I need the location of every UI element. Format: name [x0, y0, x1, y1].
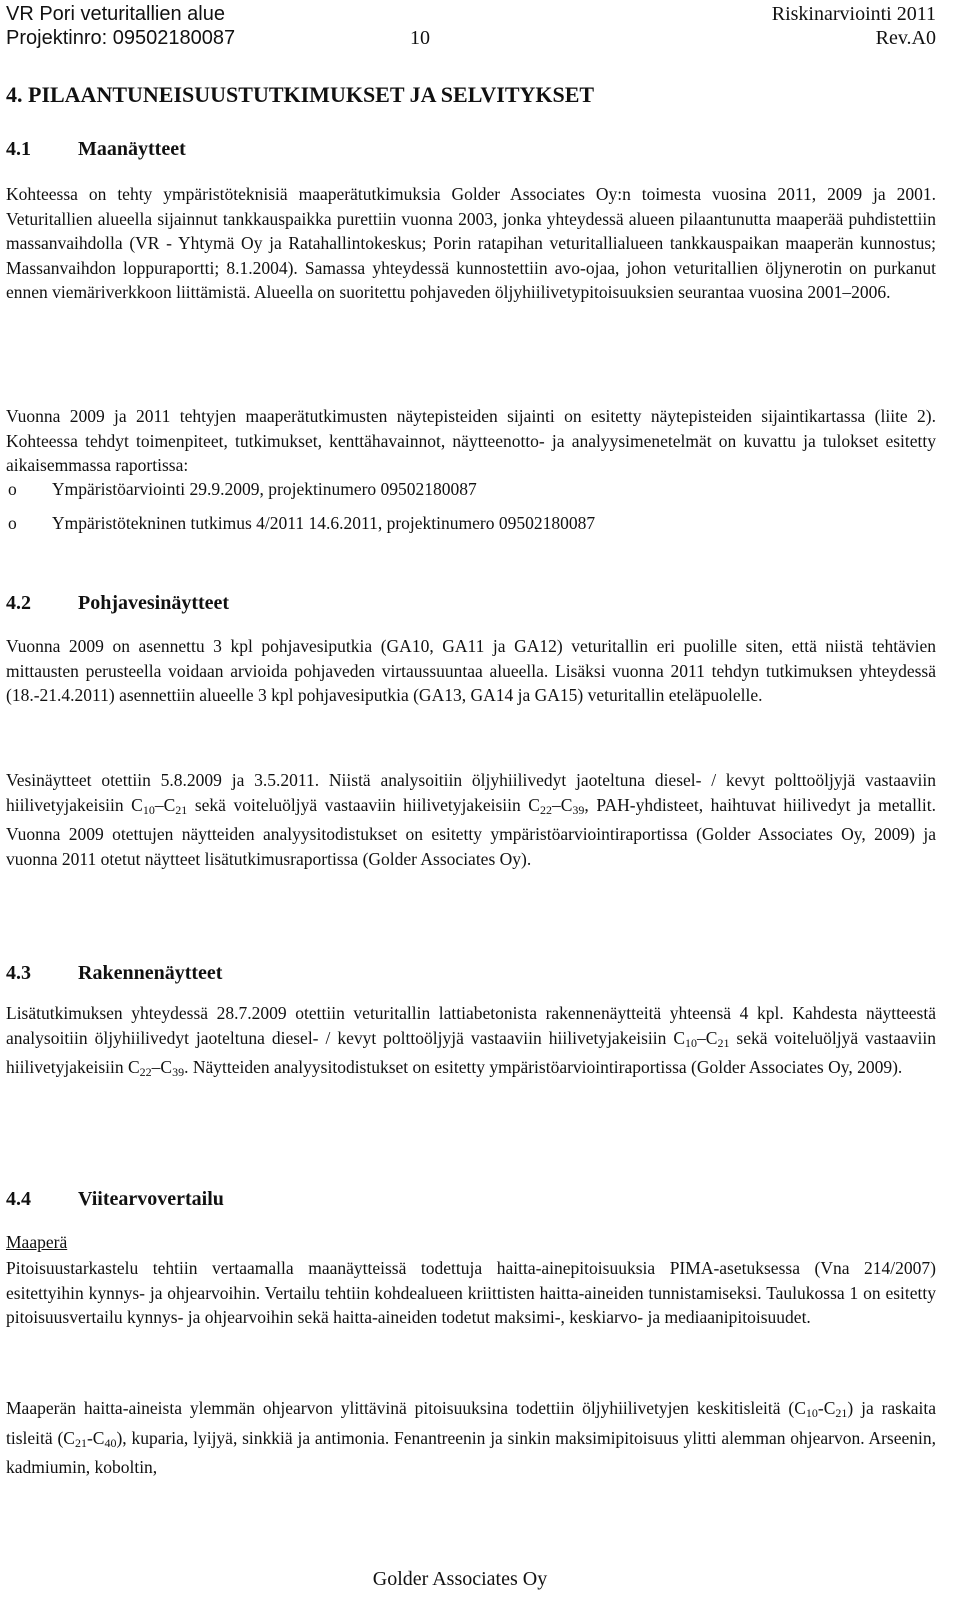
- subheading-maapera: Maaperä: [6, 1232, 68, 1252]
- list-item: [8, 477, 477, 502]
- section-4-3-heading: [6, 962, 222, 985]
- section-title: Viitearvovertailu: [78, 1188, 224, 1210]
- section-4-1-heading: [6, 138, 186, 161]
- section-number: 4.2: [6, 592, 31, 614]
- section-number: 4.3: [6, 962, 31, 984]
- paragraph: Lisätutkimuksen yhteydessä 28.7.2009 otettiin veturitallin lattiabetonista rakennenäytteitä yhteensä 4 kpl. Kahdesta näytteestä analysoitiin öljyhiilivedyt jaoteltuna diesel- / kevyt polttoöljyjä vastaaviin hiilivetyjakeisiin $C_{10}-C_{21}$ sekä voiteluöljyä vastaaviin hiilivetyjakeisiin $C_{22}-C_{39}$. Näytteiden analyysitodistukset on esitetty ympäristöarviointiraportissa (Golder Associates Oy, 2009).: [6, 1003, 937, 1079]
- paragraph: Maaperän haitta-aineista ylemmän ohjearvon ylittävinä pitoisuuksina todettiin öljyhiilivetyjen keskitisleitä $(C_{10}-C_{21})$ ja raskaita tisleitä $(C_{21}-C_{40})$, kuparia, lyijyä, sinkkiä ja antimonia. Fenantreenin ja sinkin maksimipitoisuus ylitti alemman ohjearvon. Arseenin, kadmiumin, koboltin,: [6, 1398, 936, 1477]
- paragraph: Vuonna 2009 on asennettu 3 kpl pohjavesiputkia (GA10, GA11 ja GA12) veturitallin eri puolille siten, että niistä tehtävien mittausten perusteella voidaan arvioida pohjaveden virtaussuuntaa alueella. Lisäksi vuonna 2011 tehdyn tutkimuksen yhteydessä (18.-21.4.2011) asennettiin alueelle 3 kpl pohjavesiputkia (GA13, GA14 ja GA15) veturitallin eteläpuolelle.: [6, 636, 936, 705]
- list-bullet: o: [8, 513, 17, 533]
- list-bullet: o: [8, 479, 17, 499]
- list-item: [8, 511, 595, 536]
- section-title: Maanäytteet: [78, 138, 186, 160]
- paragraph: Vuonna 2009 ja 2011 tehtyjen maaperätutkimusten näytepisteiden sijainti on esitetty näytepisteiden sijaintikartassa (liite 2). Kohteessa tehdyt toimenpiteet, tutkimukset, kenttähavainnot, näytteenotto- ja analyysimenetelmät on kuvattu ja tulokset esitetty aikaisemmassa raportissa:: [6, 406, 936, 475]
- section-title: Pohjavesinäytteet: [78, 592, 230, 614]
- section-title: Rakennenäytteet: [78, 962, 223, 984]
- header-page-number: 10: [410, 27, 430, 49]
- paragraph: Pitoisuustarkastelu tehtiin vertaamalla maanäytteissä todettuja haitta-ainepitoisuuksia PIMA-asetuksessa (Vna 214/2007) esitettyihin kynnys- ja ohjearvoihin. Vertailu tehtiin kohdealueen kriittisten haitta-aineiden tunnistamiseksi. Taulukossa 1 on esitetty pitoisuusvertailu kynnys- ja ohjearvoihin sekä haitta-aineiden todetut maksimi-, keskiarvo- ja mediaanipitoisuudet.: [6, 1258, 936, 1327]
- paragraph: Kohteessa on tehty ympäristöteknisiä maaperätutkimuksia Golder Associates Oy:n toimesta vuosina 2011, 2009 ja 2001. Veturitallien alueella sijainnut tankkauspaikka purettiin vuonna 2003, jonka yhteydessä alueen pilaantunutta maaperää puhdistettiin massanvaihdolla (VR - Yhtymä Oy ja Ratahallintokeskus; Porin ratapihan veturitallialueen tankkauspaikan maaperän kunnostus; Massanvaihdon loppuraportti; 8.1.2004). Samassa yhteydessä kunnostettiin avo-ojaa, johon veturitallien öljynerotin on purkanut ennen viemäriverkkoon liittämistä. Alueella on suoritettu pohjaveden öljyhiilivetypitoisuuksien seurantaa vuosina 2001–2006.: [6, 184, 936, 302]
- section-4-heading: 4. PILAANTUNEISUUSTUTKIMUKSET JA SELVITYKSET: [6, 82, 595, 107]
- list-item-text: Ympäristöarviointi 29.9.2009, projektinumero 09502180087: [52, 479, 477, 499]
- paragraph: Vesinäytteet otettiin 5.8.2009 ja 3.5.2011. Niistä analysoitiin öljyhiilivedyt jaoteltuna diesel- / kevyt polttoöljyjä vastaaviin hiilivetyjakeisiin $C_{10}-C_{21}$ sekä voiteluöljyä vastaaviin hiilivetyjakeisiin $C_{22}-C_{39}$, PAH-yhdisteet, haihtuvat hiilivedyt ja metallit. Vuonna 2009 otettujen näytteiden analyysitodistukset on esitetty ympäristöarviointiraportissa (Golder Associates Oy, 2009) ja vuonna 2011 otetut näytteet lisätutkimusraportissa (Golder Associates Oy).: [6, 770, 936, 869]
- list-item-text: Ympäristötekninen tutkimus 4/2011 14.6.2011, projektinumero 09502180087: [52, 513, 596, 533]
- section-number: 4.1: [6, 138, 31, 160]
- section-number: 4.4: [6, 1188, 31, 1210]
- footer-company: Golder Associates Oy: [372, 1568, 548, 1590]
- header-project-name: VR Pori veturitallien alue: [6, 3, 225, 25]
- header-revision: Rev.A0: [875, 27, 936, 49]
- section-4-2-heading: [6, 592, 229, 615]
- header-project-number: Projektinro: 09502180087: [6, 27, 236, 49]
- header-document-title: Riskinarviointi 2011: [771, 3, 936, 25]
- section-4-4-heading: [6, 1188, 224, 1211]
